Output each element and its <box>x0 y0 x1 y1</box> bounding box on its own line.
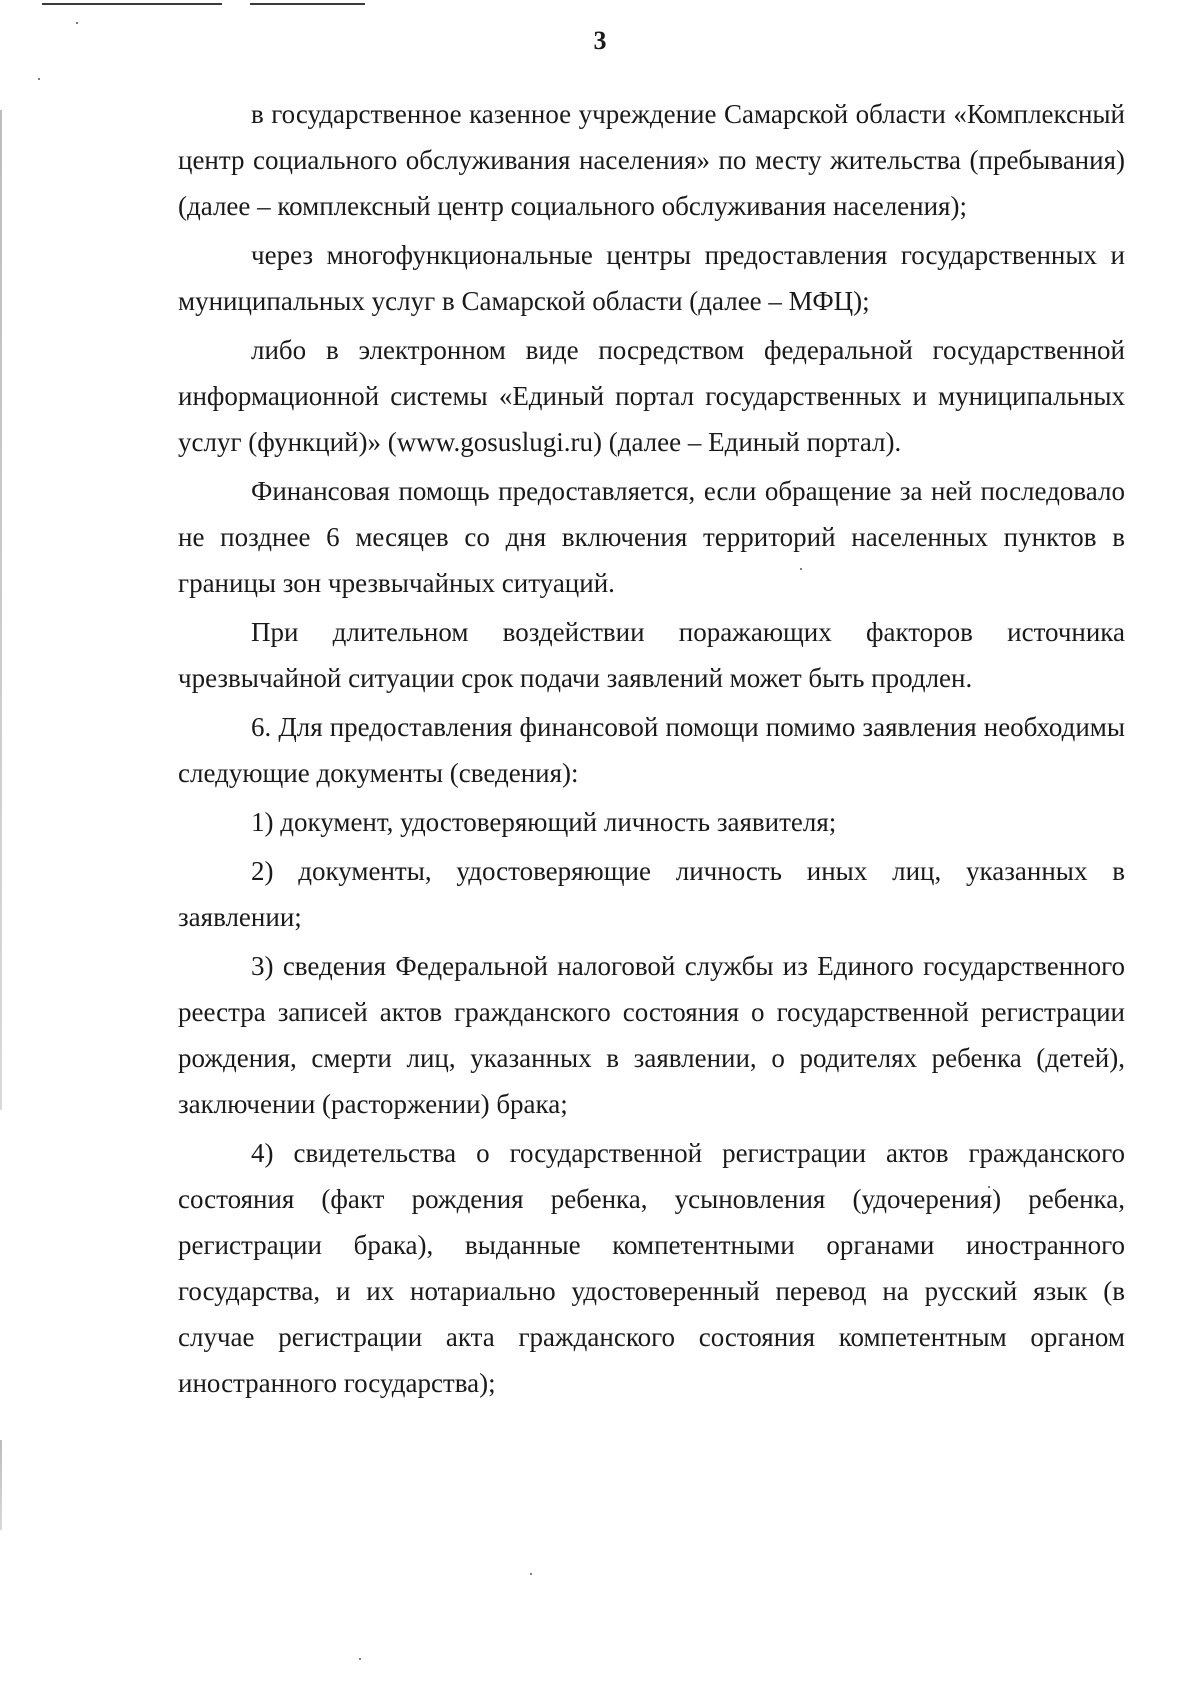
scan-artifact-line <box>250 3 365 5</box>
scan-artifact-line <box>42 3 222 5</box>
scan-speck <box>38 78 40 80</box>
scan-speck <box>76 22 78 24</box>
scan-speck <box>530 1573 532 1575</box>
scan-edge-shadow <box>0 110 2 1110</box>
paragraph-mfc: через многофункциональные центры предоставления государственных и муниципальных услуг в Самарской области (далее – МФЦ); <box>178 240 1125 316</box>
list-item-4: 4) свидетельства о государственной регистрации актов гражданского состояния (факт рождения ребенка, усыновления (удочерения) ребенка, регистрации брака), выданные компетентными органами иностранного государства, и их нотариально удостоверенный перевод на русский язык (в случае регистрации акта гражданского состояния компетентным органом иностранного государства); <box>178 1138 1125 1398</box>
document-body <box>178 91 1125 1409</box>
list-item-1: 1) документ, удостоверяющий личность заявителя; <box>251 807 837 837</box>
scan-edge-shadow <box>0 1440 2 1530</box>
paragraph-deadline: Финансовая помощь предоставляется, если обращение за ней последовало не позднее 6 месяцев со дня включения территорий населенных пунктов в границы зон чрезвычайных ситуаций. <box>178 476 1125 598</box>
list-item-3: 3) сведения Федеральной налоговой службы из Единого государственного реестра записей актов гражданского состояния о государственной регистрации рождения, смерти лиц, указанных в заявлении, о родителях ребенка (детей), заключении (расторжении) брака; <box>178 951 1125 1119</box>
list-item-2: 2) документы, удостоверяющие личность иных лиц, указанных в заявлении; <box>178 856 1125 932</box>
paragraph-section-6: 6. Для предоставления финансовой помощи помимо заявления необходимы следующие документы (сведения): <box>178 712 1125 788</box>
paragraph-extension: При длительном воздействии поражающих факторов источника чрезвычайной ситуации срок подачи заявлений может быть продлен. <box>178 617 1125 693</box>
page-number: 3 <box>593 26 607 55</box>
paragraph-unified-portal: либо в электронном виде посредством федеральной государственной информационной системы «Единый портал государственных и муниципальных услуг (функций)» (www.gosuslugi.ru) (далее – Единый портал). <box>178 335 1125 457</box>
scan-speck <box>359 1658 361 1660</box>
paragraph-institution: в государственное казенное учреждение Самарской области «Комплексный центр социального обслуживания населения» по месту жительства (пребывания) (далее – комплексный центр социального обслуживания населения); <box>178 99 1125 221</box>
